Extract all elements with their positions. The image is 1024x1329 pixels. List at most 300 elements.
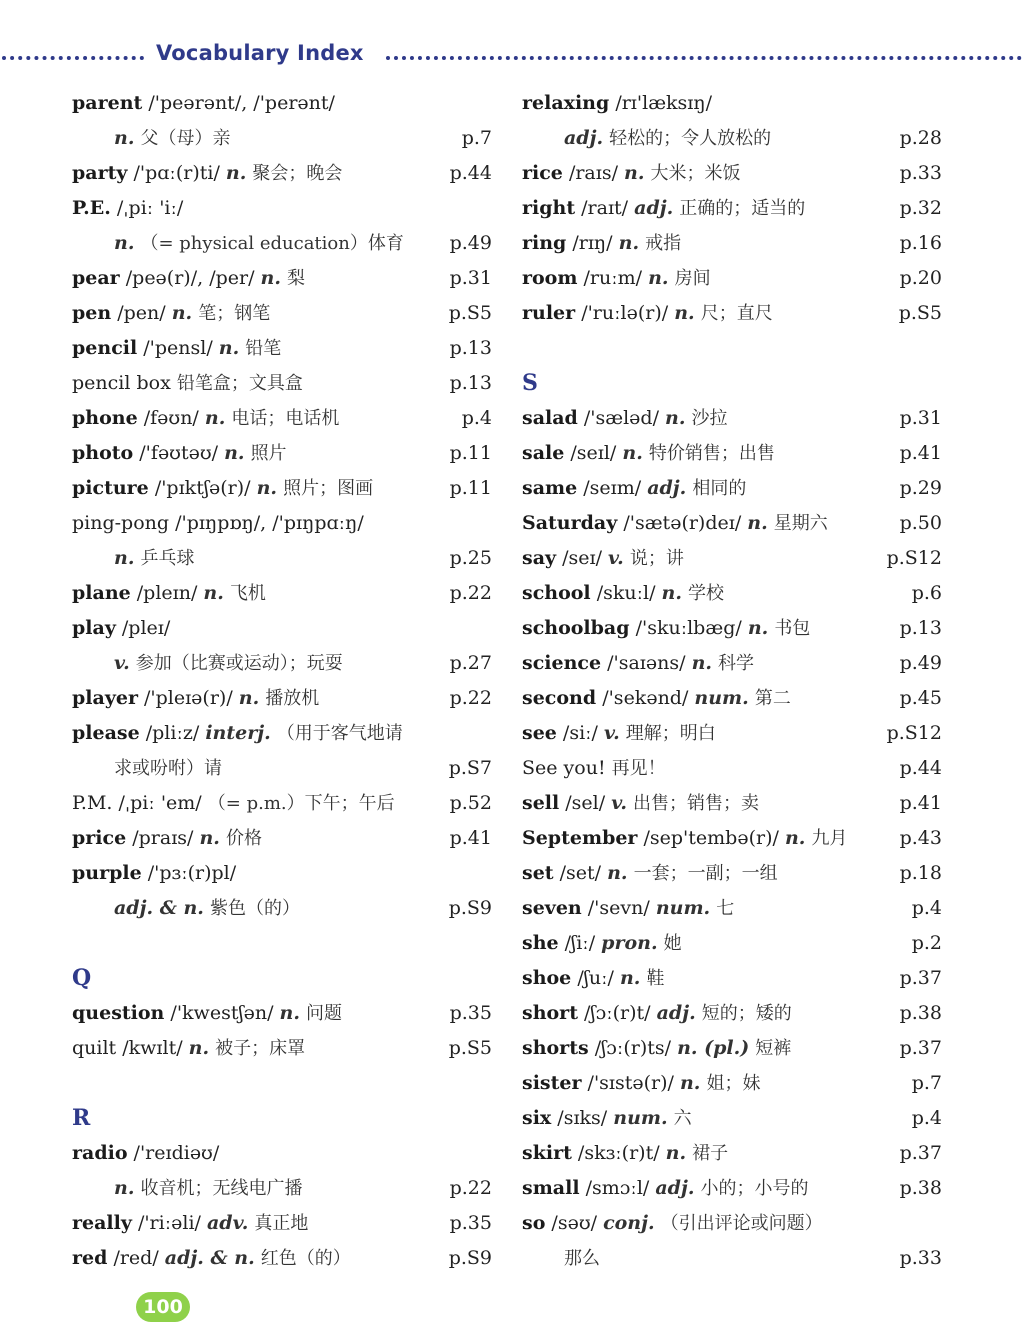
phonetic: /'pɪktʃə(r)/ (154, 477, 251, 499)
headword: plane (72, 582, 131, 604)
entry-continuation (72, 646, 492, 681)
part-of-speech: n. (618, 232, 640, 254)
vocab-entry (72, 716, 492, 751)
part-of-speech: n. (114, 547, 135, 569)
phonetic: /peə(r)/, /per/ (125, 267, 255, 289)
part-of-speech: n. (225, 162, 247, 184)
phonetic: /pen/ (117, 302, 166, 324)
page-ref: p.44 (899, 757, 942, 779)
vocab-entry (72, 156, 492, 191)
page-ref: p.49 (899, 652, 942, 674)
chinese-gloss: 书包 (774, 618, 811, 639)
headword: Saturday (522, 512, 618, 534)
left-column (72, 86, 492, 1276)
phonetic: /'sætə(r)deɪ/ (623, 512, 742, 534)
vocab-entry (522, 646, 942, 681)
page-ref: p.S5 (448, 302, 492, 324)
headword: set (522, 862, 554, 884)
page-ref: p.52 (449, 792, 492, 814)
chinese-gloss: 红色（的） (260, 1248, 351, 1269)
part-of-speech: n. (203, 582, 224, 604)
page-ref: p.11 (449, 442, 492, 464)
chinese-gloss: 九月 (811, 828, 848, 849)
chinese-gloss: 再见！ (611, 758, 666, 779)
phonetic: /'sɪstə(r)/ (587, 1072, 674, 1094)
part-of-speech: conj. (603, 1212, 655, 1234)
part-of-speech: n. (784, 827, 806, 849)
phonetic: /seɪ/ (562, 547, 602, 569)
part-of-speech: n. (171, 302, 193, 324)
page-ref: p.13 (449, 372, 492, 394)
vocab-entry (72, 296, 492, 331)
chinese-gloss: 电话；电话机 (231, 408, 340, 429)
headword: sell (522, 792, 560, 814)
part-of-speech: n. (622, 442, 643, 464)
chinese-gloss: 照片；图画 (283, 478, 374, 499)
page-ref: p.S12 (886, 722, 942, 744)
part-of-speech: n. (260, 267, 281, 289)
vocab-entry (522, 401, 942, 436)
page-ref: p.29 (899, 477, 942, 499)
page-ref: p.18 (899, 862, 942, 884)
phonetic: /sep'tembə(r)/ (643, 827, 779, 849)
page-ref: p.41 (449, 827, 492, 849)
page-ref: p.4 (461, 407, 492, 429)
chinese-gloss: 短裤 (755, 1038, 792, 1059)
page-ref: p.S5 (898, 302, 942, 324)
page-ref: p.27 (449, 652, 492, 674)
page-ref: p.28 (899, 127, 942, 149)
page-ref: p.35 (449, 1002, 492, 1024)
phonetic: /'pɜː(r)pl/ (147, 862, 237, 884)
headword: second (522, 687, 597, 709)
chinese-gloss: 笔；钢笔 (198, 303, 271, 324)
headword: sale (522, 442, 565, 464)
page-ref: p.31 (899, 407, 942, 429)
chinese-gloss: 尺；直尺 (700, 303, 773, 324)
part-of-speech: n. (624, 162, 645, 184)
phonetic: /ʃɔː(r)ts/ (594, 1037, 672, 1059)
vocab-entry (522, 891, 942, 926)
phonetic: /'sekənd/ (602, 687, 689, 709)
phonetic: /red/ (113, 1247, 159, 1269)
vocab-entry (522, 611, 942, 646)
part-of-speech: n. (674, 302, 695, 324)
section-letter: S (522, 370, 538, 396)
phonetic: /seɪm/ (583, 477, 642, 499)
part-of-speech: n. (114, 1177, 135, 1199)
chinese-gloss: 价格 (225, 828, 262, 849)
phonetic: /ruːm/ (583, 267, 643, 289)
chinese-gloss: 求或吩咐）请 (114, 758, 222, 779)
part-of-speech: adj. (564, 127, 604, 149)
part-of-speech: n. (256, 477, 278, 499)
page-ref: p.37 (899, 1037, 942, 1059)
phonetic: /praɪs/ (132, 827, 194, 849)
part-of-speech: n. (199, 827, 220, 849)
headword: party (72, 162, 128, 184)
page-ref: p.6 (911, 582, 942, 604)
part-of-speech: adj. & n. (164, 1247, 255, 1269)
part-of-speech: v. (604, 722, 620, 744)
section-letter: Q (72, 965, 92, 991)
entry-continuation (72, 751, 492, 786)
chinese-gloss: 正确的；适当的 (679, 198, 806, 219)
page-ref: p.41 (899, 442, 942, 464)
part-of-speech: n. (224, 442, 245, 464)
chinese-gloss: 参加（比赛或运动）；玩耍 (135, 653, 343, 674)
page-ref: p.2 (911, 932, 942, 954)
part-of-speech: n. (679, 1072, 701, 1094)
phonetic: /skɜː(r)t/ (577, 1142, 660, 1164)
vocab-entry (72, 471, 492, 506)
page-ref: p.45 (899, 687, 942, 709)
vocab-entry (72, 506, 492, 541)
part-of-speech: n. (661, 582, 682, 604)
chinese-gloss: 短的；矮的 (701, 1003, 792, 1024)
phonetic: /'peərənt/, /'perənt/ (148, 92, 335, 114)
headword-plain: pencil box (72, 372, 171, 394)
vocab-entry (72, 681, 492, 716)
headword: really (72, 1212, 132, 1234)
spacer (72, 1066, 492, 1101)
part-of-speech: v. (608, 547, 624, 569)
phonetic: /pleɪn/ (136, 582, 198, 604)
entry-continuation (72, 541, 492, 576)
page-ref: p.38 (899, 1002, 942, 1024)
part-of-speech: n. (114, 232, 135, 254)
chinese-gloss: 播放机 (265, 688, 320, 709)
headword: say (522, 547, 557, 569)
vocab-entry (522, 86, 942, 121)
chinese-gloss: 父（母）亲 (140, 128, 231, 149)
headword: six (522, 1107, 552, 1129)
chinese-gloss: 一套；一副；一组 (633, 863, 778, 884)
phonetic: /ʃɔː(r)t/ (584, 1002, 651, 1024)
part-of-speech: n. (pl.) (677, 1037, 750, 1059)
chinese-gloss: 乒乓球 (140, 548, 195, 569)
part-of-speech: adj. (647, 477, 687, 499)
headword: parent (72, 92, 143, 114)
vocab-entry (72, 576, 492, 611)
headword: price (72, 827, 127, 849)
page-ref: p.37 (899, 967, 942, 989)
phonetic: /raɪt/ (581, 197, 629, 219)
chinese-gloss: 大米；米饭 (650, 163, 741, 184)
page-ref: p.43 (899, 827, 942, 849)
part-of-speech: n. (665, 407, 686, 429)
chinese-gloss: 相同的 (692, 478, 747, 499)
phonetic: /kwɪlt/ (122, 1037, 183, 1059)
part-of-speech: v. (611, 792, 627, 814)
header-title: Vocabulary Index (156, 41, 364, 65)
chinese-gloss: （= physical education）体育 (140, 233, 404, 254)
page-ref: p.7 (911, 1072, 942, 1094)
headword: purple (72, 862, 142, 884)
part-of-speech: pron. (601, 932, 658, 954)
part-of-speech: n. (607, 862, 628, 884)
vocab-entry (72, 331, 492, 366)
chinese-gloss: 裙子 (692, 1143, 729, 1164)
phonetic: /'reɪdiəʊ/ (133, 1142, 220, 1164)
dotted-rule-left (2, 56, 144, 60)
page-ref: p.11 (449, 477, 492, 499)
phonetic: /'saɪəns/ (607, 652, 686, 674)
vocab-entry (522, 716, 942, 751)
part-of-speech: n. (238, 687, 260, 709)
headword: red (72, 1247, 108, 1269)
phonetic: /siː/ (562, 722, 598, 744)
headword-plain: ping-pong (72, 512, 170, 534)
right-column (522, 86, 942, 1276)
chinese-gloss: 真正地 (254, 1213, 309, 1234)
entry-continuation (72, 226, 492, 261)
entry-continuation (522, 1241, 942, 1276)
vocab-entry (522, 576, 942, 611)
phonetic: /'pensl/ (143, 337, 213, 359)
phonetic: /rɪŋ/ (572, 232, 613, 254)
chinese-gloss: 轻松的；令人放松的 (609, 128, 772, 149)
chinese-gloss: 第二 (754, 688, 791, 709)
headword: right (522, 197, 576, 219)
entry-continuation (72, 891, 492, 926)
headword: shoe (522, 967, 572, 989)
phonetic: /'kwestʃən/ (170, 1002, 274, 1024)
spacer (72, 926, 492, 961)
phonetic: /ˌpiː 'em/ (118, 792, 202, 814)
phonetic: /'sevn/ (587, 897, 650, 919)
part-of-speech: num. (655, 897, 711, 919)
vocab-entry (522, 996, 942, 1031)
vocab-entry (522, 681, 942, 716)
phonetic: /seɪl/ (570, 442, 617, 464)
page-ref: p.31 (449, 267, 492, 289)
headword: so (522, 1212, 546, 1234)
vocab-entry (72, 1206, 492, 1241)
spacer (522, 331, 942, 366)
page-ref: p.22 (449, 1177, 492, 1199)
chinese-gloss: 戒指 (645, 233, 682, 254)
chinese-gloss: 学校 (688, 583, 725, 604)
vocab-entry (522, 786, 942, 821)
vocab-entry (72, 191, 492, 226)
headword: skirt (522, 1142, 572, 1164)
vocab-entry (72, 996, 492, 1031)
part-of-speech: adj. (634, 197, 674, 219)
vocab-entry (522, 926, 942, 961)
part-of-speech: num. (613, 1107, 668, 1129)
page-ref: p.S9 (448, 897, 492, 919)
vocab-entry (72, 401, 492, 436)
vocab-entry (522, 261, 942, 296)
headword: phone (72, 407, 138, 429)
chinese-gloss: （用于客气地请 (276, 723, 403, 744)
chinese-gloss: 那么 (564, 1248, 600, 1269)
headword: science (522, 652, 602, 674)
phonetic: /'fəʊtəʊ/ (139, 442, 219, 464)
vocab-entry (522, 1171, 942, 1206)
part-of-speech: v. (114, 652, 130, 674)
page-ref: p.35 (449, 1212, 492, 1234)
page-ref: p.50 (899, 512, 942, 534)
chinese-gloss: 姐；妹 (706, 1073, 761, 1094)
page-ref: p.22 (449, 687, 492, 709)
entry-continuation (522, 121, 942, 156)
chinese-gloss: 七 (716, 898, 735, 919)
vocab-entry (522, 1136, 942, 1171)
phonetic: /sel/ (565, 792, 606, 814)
phonetic: /smɔːl/ (585, 1177, 650, 1199)
page-ref: p.4 (911, 1107, 942, 1129)
page-ref: p.4 (911, 897, 942, 919)
page-ref: p.38 (899, 1177, 942, 1199)
page-ref: p.33 (899, 162, 942, 184)
part-of-speech: n. (665, 1142, 687, 1164)
headword: please (72, 722, 140, 744)
headword: picture (72, 477, 149, 499)
phonetic: /'pleɪə(r)/ (144, 687, 233, 709)
headword: player (72, 687, 138, 709)
headword: ring (522, 232, 567, 254)
phonetic: /'pɪŋpɒŋ/, /'pɪŋpɑːŋ/ (175, 512, 364, 534)
vocab-entry (522, 226, 942, 261)
vocab-entry (72, 1031, 492, 1066)
vocab-entry (72, 821, 492, 856)
chinese-gloss: 理解；明白 (625, 723, 716, 744)
headword: P.E. (72, 197, 111, 219)
part-of-speech: n. (204, 407, 226, 429)
page-ref: p.37 (899, 1142, 942, 1164)
headword: September (522, 827, 638, 849)
section-header (0, 40, 1024, 72)
page-ref: p.20 (899, 267, 942, 289)
vocab-entry (522, 191, 942, 226)
dotted-rule-right (386, 56, 1022, 60)
part-of-speech: n. (747, 512, 768, 534)
page-ref: p.33 (899, 1247, 942, 1269)
part-of-speech: n. (114, 127, 135, 149)
phonetic: /fəʊn/ (143, 407, 199, 429)
headword: ruler (522, 302, 576, 324)
page-ref: p.7 (461, 127, 492, 149)
page-ref: p.22 (449, 582, 492, 604)
headword: pear (72, 267, 120, 289)
vocab-entry (72, 86, 492, 121)
page-ref: p.16 (899, 232, 942, 254)
chinese-gloss: 六 (673, 1108, 692, 1129)
part-of-speech: n. (218, 337, 240, 359)
phonetic: /ʃiː/ (564, 932, 596, 954)
part-of-speech: n. (747, 617, 769, 639)
part-of-speech: adv. (206, 1212, 249, 1234)
page-ref: p.13 (449, 337, 492, 359)
chinese-gloss: （引出评论或问题） (660, 1213, 823, 1234)
vocab-entry (72, 611, 492, 646)
headword: relaxing (522, 92, 610, 114)
vocab-entry (72, 436, 492, 471)
vocab-entry (522, 471, 942, 506)
phonetic: /səʊ/ (551, 1212, 598, 1234)
phonetic: /skuːl/ (596, 582, 656, 604)
page-ref: p.49 (449, 232, 492, 254)
phonetic: /set/ (559, 862, 602, 884)
vocab-entry (72, 786, 492, 821)
headword: schoolbag (522, 617, 630, 639)
phonetic: /rɪ'læksɪŋ/ (615, 92, 713, 114)
part-of-speech: adj. & n. (114, 897, 204, 919)
chinese-gloss: 铅笔盒；文具盒 (176, 373, 303, 394)
page-ref: p.S5 (448, 1037, 492, 1059)
headword: photo (72, 442, 134, 464)
vocab-entry (522, 856, 942, 891)
phonetic: /pleɪ/ (121, 617, 171, 639)
section-letter: R (72, 1105, 91, 1131)
headword: salad (522, 407, 578, 429)
phonetic: /'pɑː(r)ti/ (133, 162, 220, 184)
page-ref: p.13 (899, 617, 942, 639)
chinese-gloss: 铅笔 (245, 338, 282, 359)
headword: shorts (522, 1037, 589, 1059)
vocab-entry (522, 156, 942, 191)
entry-continuation (72, 1171, 492, 1206)
phonetic: /'ruːlə(r)/ (581, 302, 669, 324)
page-ref: p.S12 (886, 547, 942, 569)
headword-plain: See you! (522, 757, 606, 779)
phonetic: /pliːz/ (145, 722, 200, 744)
headword: school (522, 582, 591, 604)
page-number-badge: 100 (136, 1292, 190, 1322)
phonetic: /ˌpiː 'iː/ (116, 197, 184, 219)
phonetic: /'riːəli/ (137, 1212, 201, 1234)
chinese-gloss: 收音机；无线电广播 (140, 1178, 303, 1199)
chinese-gloss: 梨 (287, 268, 306, 289)
chinese-gloss: 沙拉 (691, 408, 728, 429)
vocab-entry (72, 1136, 492, 1171)
part-of-speech: adj. (656, 1002, 696, 1024)
headword: radio (72, 1142, 128, 1164)
vocab-entry (522, 296, 942, 331)
chinese-gloss: 说；讲 (629, 548, 684, 569)
vocab-entry (72, 261, 492, 296)
chinese-gloss: 出售；销售；卖 (633, 793, 759, 814)
phonetic: /ʃuː/ (577, 967, 614, 989)
chinese-gloss: 她 (663, 933, 682, 954)
headword: seven (522, 897, 582, 919)
headword: short (522, 1002, 578, 1024)
headword: pen (72, 302, 112, 324)
page-ref: p.S9 (448, 1247, 492, 1269)
chinese-gloss: 鞋 (646, 968, 665, 989)
headword: same (522, 477, 578, 499)
vocab-entry (522, 1066, 942, 1101)
headword: rice (522, 162, 563, 184)
chinese-gloss: 科学 (718, 653, 755, 674)
page-ref: p.44 (449, 162, 492, 184)
part-of-speech: n. (188, 1037, 210, 1059)
phonetic: /'sæləd/ (583, 407, 659, 429)
vocab-entry (522, 541, 942, 576)
chinese-gloss: 被子；床罩 (215, 1038, 306, 1059)
phonetic: /raɪs/ (568, 162, 618, 184)
vocab-entry (522, 751, 942, 786)
vocab-entry (72, 366, 492, 401)
headword: small (522, 1177, 580, 1199)
chinese-gloss: 飞机 (229, 583, 266, 604)
chinese-gloss: 聚会；晚会 (252, 163, 343, 184)
part-of-speech: num. (694, 687, 749, 709)
page-ref: p.32 (899, 197, 942, 219)
page-ref: p.S7 (448, 757, 492, 779)
